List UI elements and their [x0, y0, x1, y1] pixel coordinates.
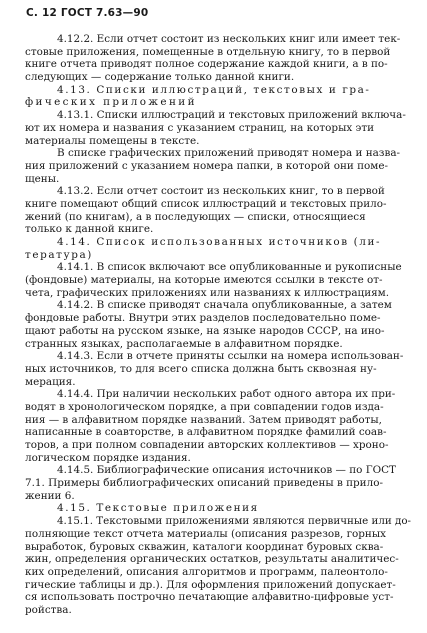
- text-line: логическом порядке издания.: [25, 451, 191, 464]
- text-line: 4.14.2. В списке приводят сначала опубликованные, а затем: [57, 299, 392, 312]
- text-line: стовые приложения, помещенные в отдельную книгу, то в первой: [25, 45, 391, 58]
- text-line: полняющие текст отчета материалы (описания разрезов, горных: [25, 527, 386, 540]
- text-line: щены.: [25, 172, 60, 185]
- text-line: ройства.: [25, 603, 72, 616]
- text-line: только к данной книге.: [25, 223, 154, 236]
- text-line: щают работы на русском языке, на языке народов СССР, на ино-: [25, 324, 385, 337]
- text-line: 4.14.5. Библиографические описания источников — по ГОСТ: [57, 464, 396, 477]
- text-line: 4.14.3. Если в отчете приняты ссылки на номера использован-: [57, 350, 404, 363]
- section-heading: фических приложений: [25, 96, 197, 109]
- section-heading: 4.13. Списки иллюстраций, текстовых и гра-: [57, 83, 371, 96]
- text-line: 4.13.2. Если отчет состоит из нескольких книг, то в первой: [57, 185, 385, 198]
- text-line: книге отчета приводят полное содержание каждой книги, а в по-: [25, 58, 388, 71]
- text-line: странных языках, располагаемые в алфавитном порядке.: [25, 337, 343, 350]
- text-line: 4.14.4. При наличии нескольких работ одного автора их при-: [57, 388, 396, 401]
- section-heading: 4.15. Текстовые приложения: [57, 502, 259, 515]
- text-line: жений (по книгам), а в последующих — списки, относящиеся: [25, 210, 366, 223]
- text-line: (фондовые) материалы, на которые имеются ссылки в тексте от-: [25, 274, 383, 287]
- text-line: жин, определения органических остатков, результаты аналитичес-: [25, 553, 399, 566]
- text-line: ных источников, то для всего списка должна быть сквозная ну-: [25, 362, 377, 375]
- text-line: книге помещают общий список иллюстраций и текстовых прило-: [25, 197, 387, 210]
- text-line: 7.1. Примеры библиографических описаний приведены в прило-: [25, 477, 383, 490]
- text-line: гические таблицы и др.). Для оформления приложений допускает-: [25, 578, 396, 591]
- text-line: ния — в алфавитном порядке названий. Затем приводят работы,: [25, 413, 382, 426]
- document-body: [25, 33, 411, 617]
- text-line: ния приложений с указанием номера папки, в которой они поме-: [25, 159, 389, 172]
- text-line: водят в хронологическом порядке, а при совпадении годов изда-: [25, 400, 384, 413]
- section-heading: 4.14. Список использованных источников (ли-: [57, 236, 382, 248]
- text-line: 4.13.1. Списки иллюстраций и текстовых приложений включа-: [57, 109, 406, 122]
- text-line: 4.15.1. Текстовыми приложениями являются первичные или до-: [57, 515, 412, 528]
- text-line: выработок, буровых скважин, каталоги координат буровых сква-: [25, 540, 384, 553]
- text-line: жении 6.: [25, 489, 75, 502]
- text-line: мерация.: [25, 375, 76, 388]
- text-line: торов, а при полном совпадении авторских коллективов — хроно-: [25, 439, 389, 451]
- text-line: ют их номера и названия с указанием страниц, на которых эти: [25, 121, 374, 134]
- text-line: В списке графических приложений приводят номера и назва-: [57, 147, 401, 160]
- text-line: фондовые работы. Внутри этих разделов последовательно поме-: [25, 312, 381, 325]
- text-line: ся использовать построчно печатающие алфавитно-цифровые уст-: [25, 591, 394, 604]
- text-line: написанные в соавторстве, в алфавитном порядке фамилий соав-: [25, 426, 387, 439]
- text-line: чета, графических приложениях или названиях к иллюстрациям.: [25, 286, 390, 299]
- page-header: С. 12 ГОСТ 7.63—90: [26, 7, 149, 19]
- text-line: материалы помещены в тексте.: [25, 134, 200, 147]
- text-line: 4.14.1. В список включают все опубликованные и рукописные: [57, 261, 402, 274]
- text-line: ких определений, описания алгоритмов и программ, палеонтоло-: [25, 565, 388, 578]
- text-line: следующих — содержание только данной книги.: [25, 71, 295, 84]
- text-line: 4.12.2. Если отчет состоит из нескольких книг или имеет тек-: [57, 33, 401, 45]
- section-heading: тература): [25, 248, 93, 261]
